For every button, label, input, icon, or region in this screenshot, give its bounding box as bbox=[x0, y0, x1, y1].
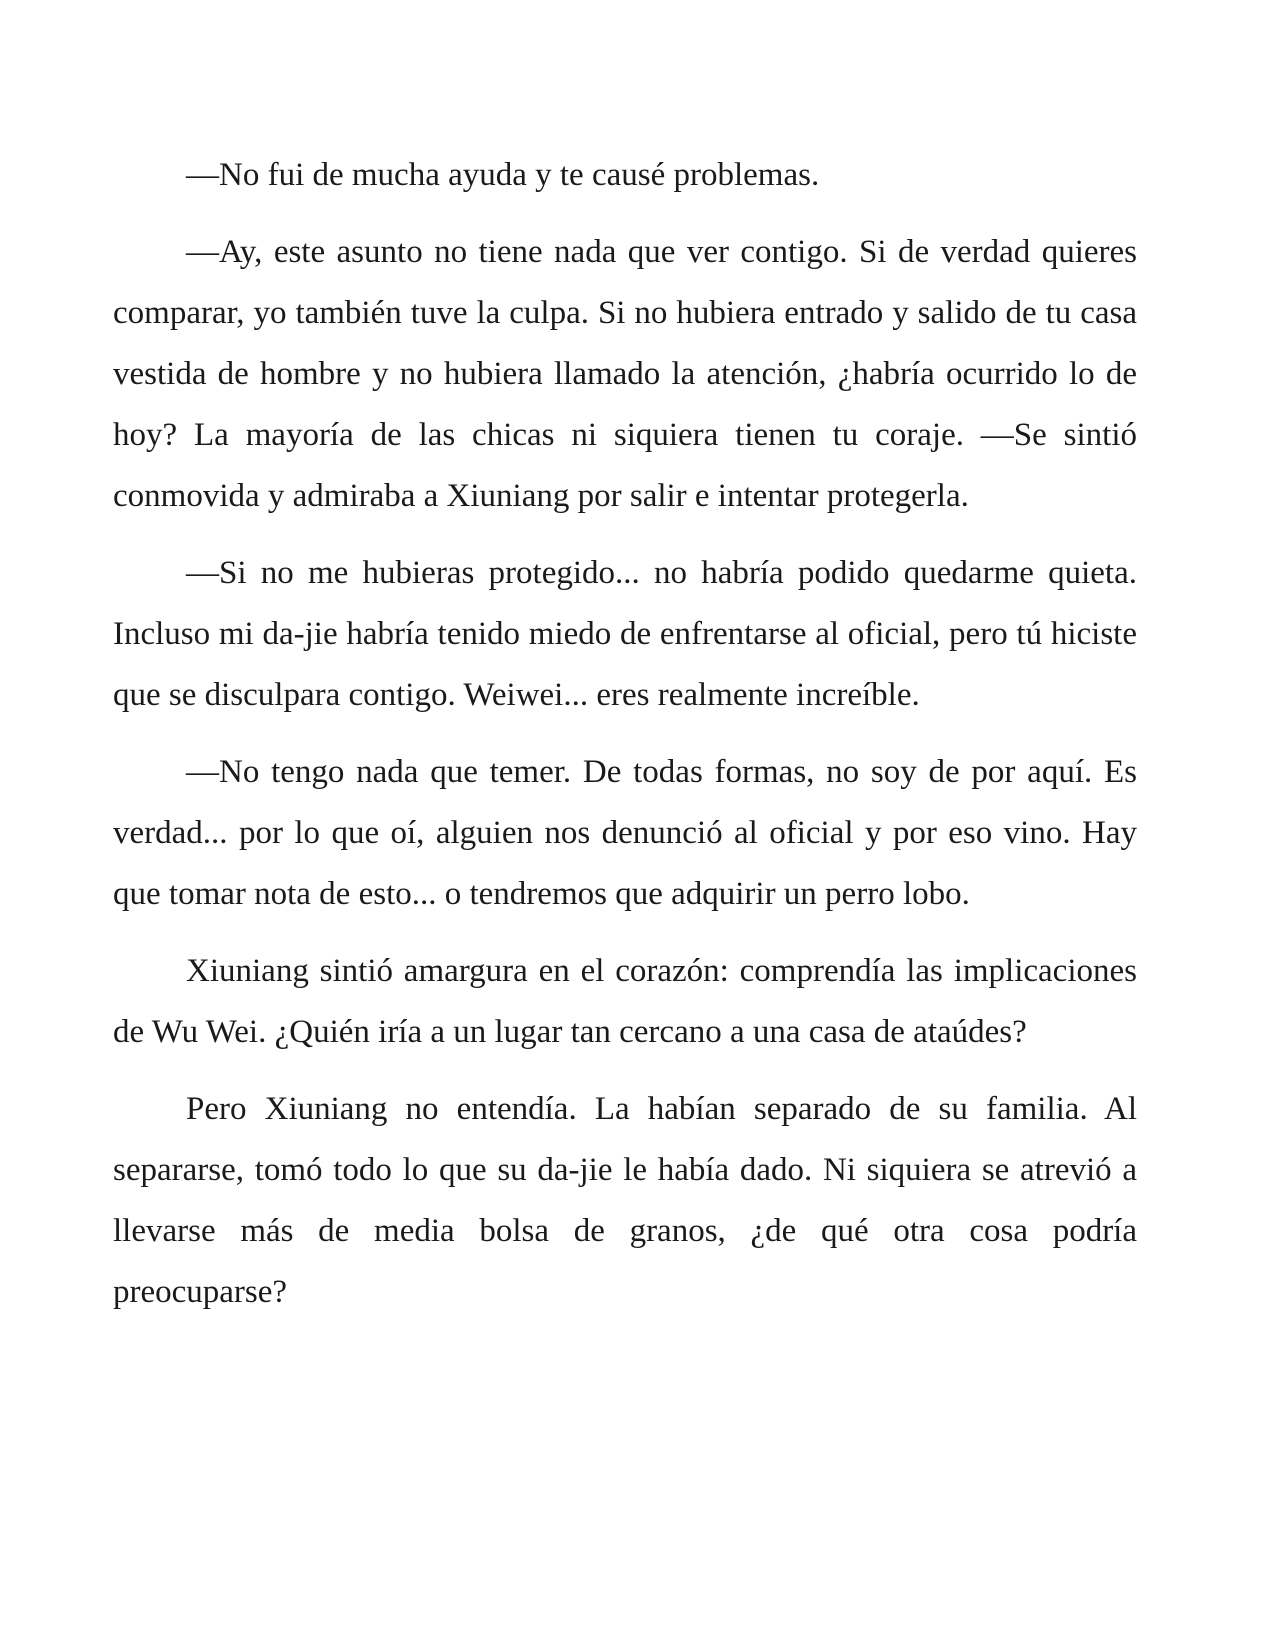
paragraph-2: —Ay, este asunto no tiene nada que ver contigo. Si de verdad quieres comparar, yo también tuve la culpa. Si no hubiera entrado y salido de tu casa vestida de hombre y no hubiera llamado la atención, ¿habría ocurrido lo de hoy? La mayoría de las chicas ni siquiera tienen tu coraje. —Se sintió conmovida y admiraba a Xiuniang por salir e intentar protegerla. bbox=[113, 234, 1137, 514]
paragraph-3: —Si no me hubieras protegido... no habría podido quedarme quieta. Incluso mi da-jie habría tenido miedo de enfrentarse al oficial, pero tú hiciste que se disculpara contigo. Weiwei... eres realmente increíble. bbox=[113, 555, 1137, 713]
paragraph-6: Pero Xiuniang no entendía. La habían separado de su familia. Al separarse, tomó todo lo que su da-jie le había dado. Ni siquiera se atrevió a llevarse más de media bolsa de granos, ¿de qué otra cosa podría preocuparse? bbox=[113, 1091, 1137, 1310]
paragraph-4: —No tengo nada que temer. De todas formas, no soy de por aquí. Es verdad... por lo que oí, alguien nos denunció al oficial y por eso vino. Hay que tomar nota de esto... o tendremos que adquirir un perro lobo. bbox=[113, 754, 1137, 912]
body-text bbox=[113, 145, 1137, 1339]
paragraph-1: —No fui de mucha ayuda y te causé problemas. bbox=[186, 157, 820, 193]
paragraph-5: Xiuniang sintió amargura en el corazón: comprendía las implicaciones de Wu Wei. ¿Quién iría a un lugar tan cercano a una casa de ataúdes? bbox=[113, 953, 1137, 1050]
